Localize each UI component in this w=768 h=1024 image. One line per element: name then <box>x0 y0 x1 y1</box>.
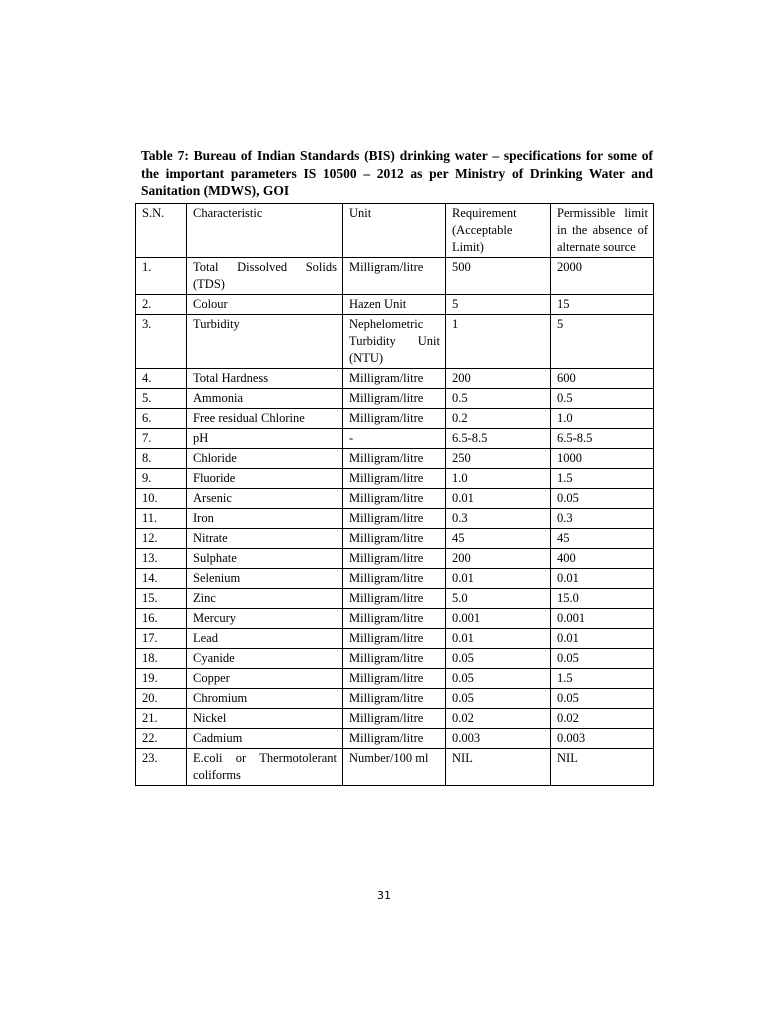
cell-permissible-limit: 15 <box>551 295 654 315</box>
table-row <box>136 689 654 709</box>
cell-requirement: 6.5-8.5 <box>446 429 551 449</box>
header-sn: S.N. <box>136 204 187 258</box>
cell-characteristic: Cyanide <box>187 649 343 669</box>
cell-sn: 19. <box>136 669 187 689</box>
cell-characteristic: Lead <box>187 629 343 649</box>
cell-unit: Milligram/litre <box>343 369 446 389</box>
cell-permissible-limit: 0.3 <box>551 509 654 529</box>
table-row <box>136 409 654 429</box>
table-body <box>136 258 654 786</box>
cell-sn: 11. <box>136 509 187 529</box>
cell-permissible-limit: 0.05 <box>551 649 654 669</box>
cell-characteristic: pH <box>187 429 343 449</box>
cell-sn: 22. <box>136 729 187 749</box>
table-row <box>136 549 654 569</box>
cell-sn: 10. <box>136 489 187 509</box>
cell-unit: Milligram/litre <box>343 709 446 729</box>
table-row <box>136 629 654 649</box>
cell-characteristic: Free residual Chlorine <box>187 409 343 429</box>
cell-sn: 8. <box>136 449 187 469</box>
cell-characteristic: Chromium <box>187 689 343 709</box>
cell-characteristic: Fluoride <box>187 469 343 489</box>
cell-characteristic: Arsenic <box>187 489 343 509</box>
table-row <box>136 369 654 389</box>
cell-unit: Milligram/litre <box>343 689 446 709</box>
cell-permissible-limit: 0.02 <box>551 709 654 729</box>
cell-unit: Milligram/litre <box>343 629 446 649</box>
table-row <box>136 258 654 295</box>
table-row <box>136 749 654 786</box>
table-row <box>136 709 654 729</box>
page-number: 31 <box>377 889 391 902</box>
cell-sn: 17. <box>136 629 187 649</box>
cell-unit: Nephelometric Turbidity Unit (NTU) <box>343 315 446 369</box>
cell-permissible-limit: 1.5 <box>551 469 654 489</box>
cell-requirement: 0.3 <box>446 509 551 529</box>
cell-sn: 4. <box>136 369 187 389</box>
cell-sn: 9. <box>136 469 187 489</box>
cell-characteristic: Total Dissolved Solids (TDS) <box>187 258 343 295</box>
table-row <box>136 429 654 449</box>
bis-specification-table <box>135 203 654 786</box>
cell-sn: 18. <box>136 649 187 669</box>
cell-unit: Milligram/litre <box>343 409 446 429</box>
cell-requirement: 45 <box>446 529 551 549</box>
cell-permissible-limit: 0.05 <box>551 489 654 509</box>
header-characteristic: Characteristic <box>187 204 343 258</box>
cell-permissible-limit: 5 <box>551 315 654 369</box>
cell-sn: 15. <box>136 589 187 609</box>
cell-characteristic: Zinc <box>187 589 343 609</box>
table-row <box>136 569 654 589</box>
cell-sn: 14. <box>136 569 187 589</box>
cell-unit: Milligram/litre <box>343 549 446 569</box>
cell-permissible-limit: 600 <box>551 369 654 389</box>
cell-characteristic: E.coli or Thermotolerant coliforms <box>187 749 343 786</box>
cell-sn: 23. <box>136 749 187 786</box>
cell-characteristic: Iron <box>187 509 343 529</box>
cell-permissible-limit: 0.01 <box>551 569 654 589</box>
cell-sn: 20. <box>136 689 187 709</box>
cell-unit: Milligram/litre <box>343 509 446 529</box>
table-caption: Table 7: Bureau of Indian Standards (BIS) drinking water – specifications for some of the important parameters IS 10500 – 2012 as per Ministry of Drinking Water and Sanitation (MDWS), GOI <box>141 148 653 198</box>
cell-requirement: 0.01 <box>446 629 551 649</box>
cell-unit: Milligram/litre <box>343 569 446 589</box>
table-row <box>136 589 654 609</box>
cell-permissible-limit: 45 <box>551 529 654 549</box>
cell-characteristic: Colour <box>187 295 343 315</box>
cell-requirement: 0.001 <box>446 609 551 629</box>
cell-unit: Milligram/litre <box>343 389 446 409</box>
cell-unit: - <box>343 429 446 449</box>
cell-characteristic: Selenium <box>187 569 343 589</box>
cell-characteristic: Chloride <box>187 449 343 469</box>
cell-characteristic: Nickel <box>187 709 343 729</box>
cell-permissible-limit: 6.5-8.5 <box>551 429 654 449</box>
table-row <box>136 295 654 315</box>
table-row <box>136 449 654 469</box>
table-row <box>136 509 654 529</box>
cell-unit: Milligram/litre <box>343 489 446 509</box>
cell-requirement: 1.0 <box>446 469 551 489</box>
cell-unit: Milligram/litre <box>343 669 446 689</box>
cell-requirement: 0.05 <box>446 689 551 709</box>
cell-permissible-limit: 1.5 <box>551 669 654 689</box>
cell-permissible-limit: 1.0 <box>551 409 654 429</box>
cell-permissible-limit: 1000 <box>551 449 654 469</box>
cell-characteristic: Copper <box>187 669 343 689</box>
header-requirement: Requirement (Acceptable Limit) <box>446 204 551 258</box>
cell-characteristic: Turbidity <box>187 315 343 369</box>
table-row <box>136 609 654 629</box>
table-row <box>136 669 654 689</box>
cell-sn: 2. <box>136 295 187 315</box>
cell-unit: Milligram/litre <box>343 258 446 295</box>
cell-requirement: 0.01 <box>446 489 551 509</box>
cell-sn: 5. <box>136 389 187 409</box>
cell-requirement: 0.5 <box>446 389 551 409</box>
cell-characteristic: Sulphate <box>187 549 343 569</box>
cell-sn: 12. <box>136 529 187 549</box>
header-unit: Unit <box>343 204 446 258</box>
cell-unit: Milligram/litre <box>343 729 446 749</box>
table-row <box>136 729 654 749</box>
cell-permissible-limit: NIL <box>551 749 654 786</box>
cell-requirement: 250 <box>446 449 551 469</box>
cell-permissible-limit: 0.05 <box>551 689 654 709</box>
cell-requirement: 0.05 <box>446 649 551 669</box>
cell-requirement: 1 <box>446 315 551 369</box>
table-row <box>136 389 654 409</box>
cell-permissible-limit: 0.5 <box>551 389 654 409</box>
cell-permissible-limit: 0.003 <box>551 729 654 749</box>
cell-characteristic: Cadmium <box>187 729 343 749</box>
table-row <box>136 489 654 509</box>
cell-sn: 1. <box>136 258 187 295</box>
cell-characteristic: Mercury <box>187 609 343 629</box>
cell-unit: Milligram/litre <box>343 469 446 489</box>
table-row <box>136 649 654 669</box>
cell-requirement: 200 <box>446 369 551 389</box>
cell-requirement: 0.01 <box>446 569 551 589</box>
cell-characteristic: Ammonia <box>187 389 343 409</box>
cell-requirement: NIL <box>446 749 551 786</box>
cell-sn: 7. <box>136 429 187 449</box>
table-row <box>136 529 654 549</box>
cell-permissible-limit: 2000 <box>551 258 654 295</box>
cell-unit: Number/100 ml <box>343 749 446 786</box>
cell-sn: 16. <box>136 609 187 629</box>
cell-sn: 13. <box>136 549 187 569</box>
cell-characteristic: Nitrate <box>187 529 343 549</box>
cell-requirement: 0.02 <box>446 709 551 729</box>
header-permissible-limit: Permissible limit in the absence of alternate source <box>551 204 654 258</box>
cell-sn: 21. <box>136 709 187 729</box>
cell-unit: Milligram/litre <box>343 589 446 609</box>
cell-unit: Hazen Unit <box>343 295 446 315</box>
table-header-row <box>136 204 654 258</box>
cell-unit: Milligram/litre <box>343 609 446 629</box>
cell-unit: Milligram/litre <box>343 529 446 549</box>
cell-sn: 6. <box>136 409 187 429</box>
cell-requirement: 500 <box>446 258 551 295</box>
cell-characteristic: Total Hardness <box>187 369 343 389</box>
cell-permissible-limit: 0.01 <box>551 629 654 649</box>
cell-requirement: 5.0 <box>446 589 551 609</box>
cell-requirement: 200 <box>446 549 551 569</box>
cell-permissible-limit: 15.0 <box>551 589 654 609</box>
table-row <box>136 469 654 489</box>
cell-requirement: 0.05 <box>446 669 551 689</box>
cell-sn: 3. <box>136 315 187 369</box>
cell-permissible-limit: 400 <box>551 549 654 569</box>
cell-requirement: 0.2 <box>446 409 551 429</box>
table-row <box>136 315 654 369</box>
cell-permissible-limit: 0.001 <box>551 609 654 629</box>
cell-unit: Milligram/litre <box>343 649 446 669</box>
cell-requirement: 5 <box>446 295 551 315</box>
cell-unit: Milligram/litre <box>343 449 446 469</box>
cell-requirement: 0.003 <box>446 729 551 749</box>
